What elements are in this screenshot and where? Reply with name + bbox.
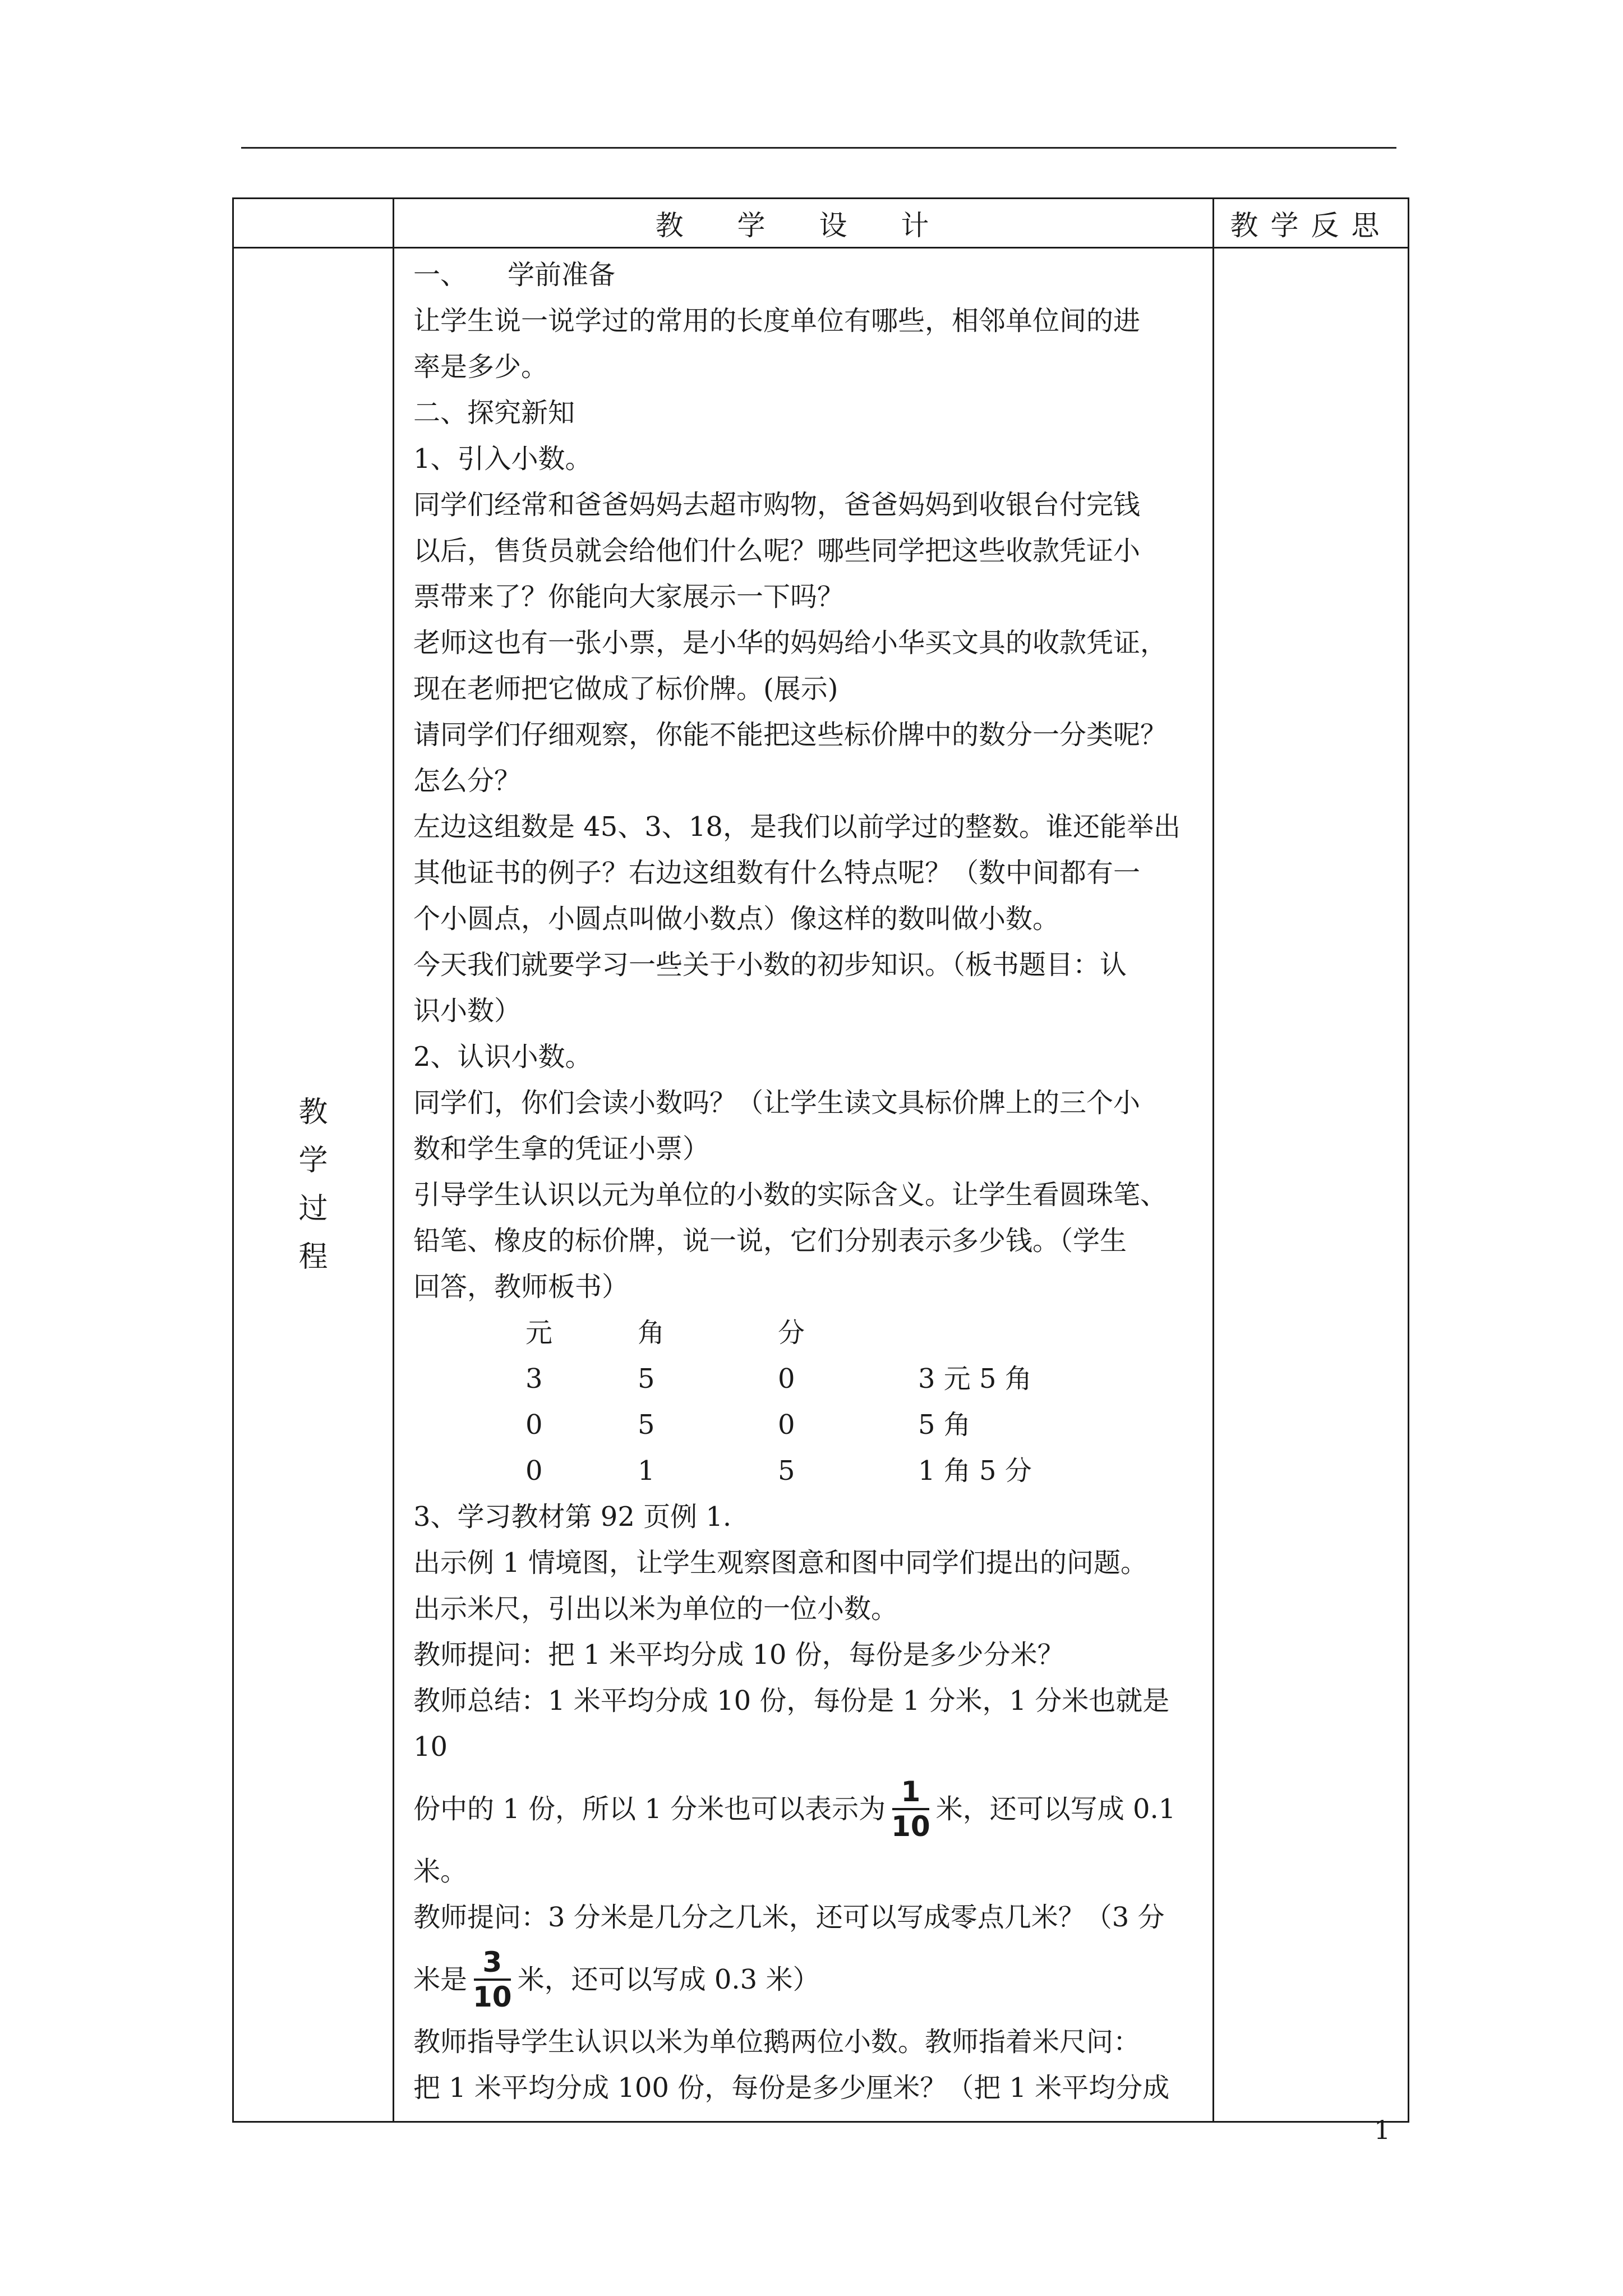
reflection-column-header: 教学反思 [1214, 199, 1409, 248]
text-line: 其他证书的例子？右边这组数有什么特点呢？（数中间都有一 [413, 857, 1141, 889]
fraction-numerator: 3 [482, 1946, 502, 1978]
text-line: 个小圆点，小圆点叫做小数点）像这样的数叫做小数。 [413, 903, 1060, 935]
money-cell: 5 [638, 1363, 655, 1395]
fraction-three-tenths [469, 1946, 515, 2013]
fraction-denominator: 10 [891, 1810, 930, 1843]
text-line: 票带来了？你能向大家展示一下吗？ [413, 581, 845, 613]
side-label-char: 教 [298, 1096, 328, 1129]
text-line: 教师提问：把 1 米平均分成 10 份，每份是多少分米？ [413, 1639, 1064, 1671]
header-rule [241, 147, 1396, 149]
text-line: 同学们，你们会读小数吗？（让学生读文具标价牌上的三个小 [413, 1087, 1141, 1119]
text-line: 回答，教师板书） [413, 1271, 629, 1303]
text-line: 请同学们仔细观察，你能不能把这些标价牌中的数分一分类呢？ [413, 719, 1168, 751]
design-content-cell [394, 248, 1214, 2122]
text-line: 识小数） [413, 995, 522, 1027]
text-line: 引导学生认识以元为单位的小数的实际含义。让学生看圆珠笔、 [413, 1179, 1168, 1211]
money-cell: 1 角 5 分 [918, 1455, 1032, 1487]
money-cell: 5 角 [918, 1409, 971, 1441]
money-cell: 5 [778, 1455, 795, 1487]
money-row [413, 1402, 1200, 1448]
money-cell: 5 [638, 1409, 655, 1441]
subsection-heading: 2、认识小数。 [413, 1041, 592, 1073]
money-header-row [413, 1310, 1200, 1356]
money-cell: 0 [525, 1409, 543, 1441]
text-line: 米。 [413, 1856, 468, 1887]
text-line: 现在老师把它做成了标价牌。(展示) [413, 673, 838, 705]
text-line: 教师指导学生认识以米为单位鹅两位小数。教师指着米尺问： [413, 2026, 1141, 2058]
text-line: 数和学生拿的凭证小票） [413, 1133, 710, 1165]
text-line: 把 1 米平均分成 100 份，每份是多少厘米？（把 1 米平均分成 [413, 2072, 1170, 2104]
money-cell: 0 [778, 1363, 795, 1395]
text-segment: 米，还可以写成 0.3 米） [517, 1964, 820, 1995]
subsection-heading: 3、学习教材第 92 页例 1. [413, 1501, 732, 1533]
money-row [413, 1356, 1200, 1402]
money-row [413, 1448, 1200, 1494]
text-line: 今天我们就要学习一些关于小数的初步知识。（板书题目：认 [413, 949, 1127, 981]
section-heading: 一、 学前准备 [413, 259, 616, 291]
money-header: 元 [525, 1317, 553, 1349]
side-label-char: 过 [298, 1192, 328, 1226]
text-line: 教师提问：3 分米是几分之几米，还可以写成零点几米？（3 分 [413, 1902, 1165, 1933]
text-segment: 份中的 1 份，所以 1 分米也可以表示为 [413, 1793, 886, 1825]
money-cell: 0 [525, 1455, 543, 1487]
process-label-cell [233, 248, 394, 2122]
money-cell: 3 [525, 1363, 543, 1395]
text-line: 出示米尺，引出以米为单位的一位小数。 [413, 1593, 898, 1625]
fraction-one-tenth [888, 1775, 934, 1843]
lesson-content [394, 249, 1212, 2111]
side-header-cell [233, 199, 394, 248]
table-header-row [233, 199, 1409, 248]
side-label-char: 程 [298, 1240, 328, 1274]
text-segment: 米，还可以写成 0.1 [935, 1793, 1176, 1825]
table-body-row [233, 248, 1409, 2122]
text-line: 教师总结：1 米平均分成 10 份，每份是 1 分米，1 分米也就是 10 [413, 1685, 1170, 1763]
text-line: 以后，售货员就会给他们什么呢？哪些同学把这些收款凭证小 [413, 535, 1141, 567]
fraction-numerator: 1 [901, 1775, 921, 1808]
page-number: 1 [1374, 2115, 1391, 2145]
text-line: 老师这也有一张小票，是小华的妈妈给小华买文具的收款凭证， [413, 627, 1168, 659]
fraction-denominator: 10 [473, 1981, 512, 2013]
fraction-line [413, 1770, 1200, 1848]
money-board-table [413, 1310, 1200, 1494]
lesson-plan-table [232, 197, 1409, 2123]
text-line: 左边这组数是 45、3、18，是我们以前学过的整数。谁还能举出 [413, 811, 1181, 843]
design-column-header: 教 学 设 计 [394, 199, 1214, 248]
text-line: 铅笔、橡皮的标价牌，说一说，它们分别表示多少钱。（学生 [413, 1225, 1127, 1257]
money-cell: 1 [638, 1455, 655, 1487]
reflection-content-cell [1214, 248, 1409, 2122]
fraction-line [413, 1940, 1200, 2019]
money-header [918, 1310, 1142, 1356]
text-line: 率是多少。 [413, 351, 548, 383]
text-line: 出示例 1 情境图，让学生观察图意和图中同学们提出的问题。 [413, 1547, 1148, 1579]
side-label-char: 学 [298, 1144, 328, 1177]
money-cell: 0 [778, 1409, 795, 1441]
text-segment: 米是 [413, 1964, 468, 1995]
text-line: 让学生说一说学过的常用的长度单位有哪些，相邻单位间的进 [413, 305, 1141, 337]
money-header: 分 [778, 1317, 805, 1349]
money-cell: 3 元 5 角 [918, 1363, 1032, 1395]
subsection-heading: 1、引入小数。 [413, 443, 592, 475]
money-header: 角 [638, 1317, 665, 1349]
text-line: 同学们经常和爸爸妈妈去超市购物，爸爸妈妈到收银台付完钱 [413, 489, 1141, 521]
text-line: 怎么分？ [413, 765, 522, 797]
section-heading: 二、探究新知 [413, 397, 575, 429]
